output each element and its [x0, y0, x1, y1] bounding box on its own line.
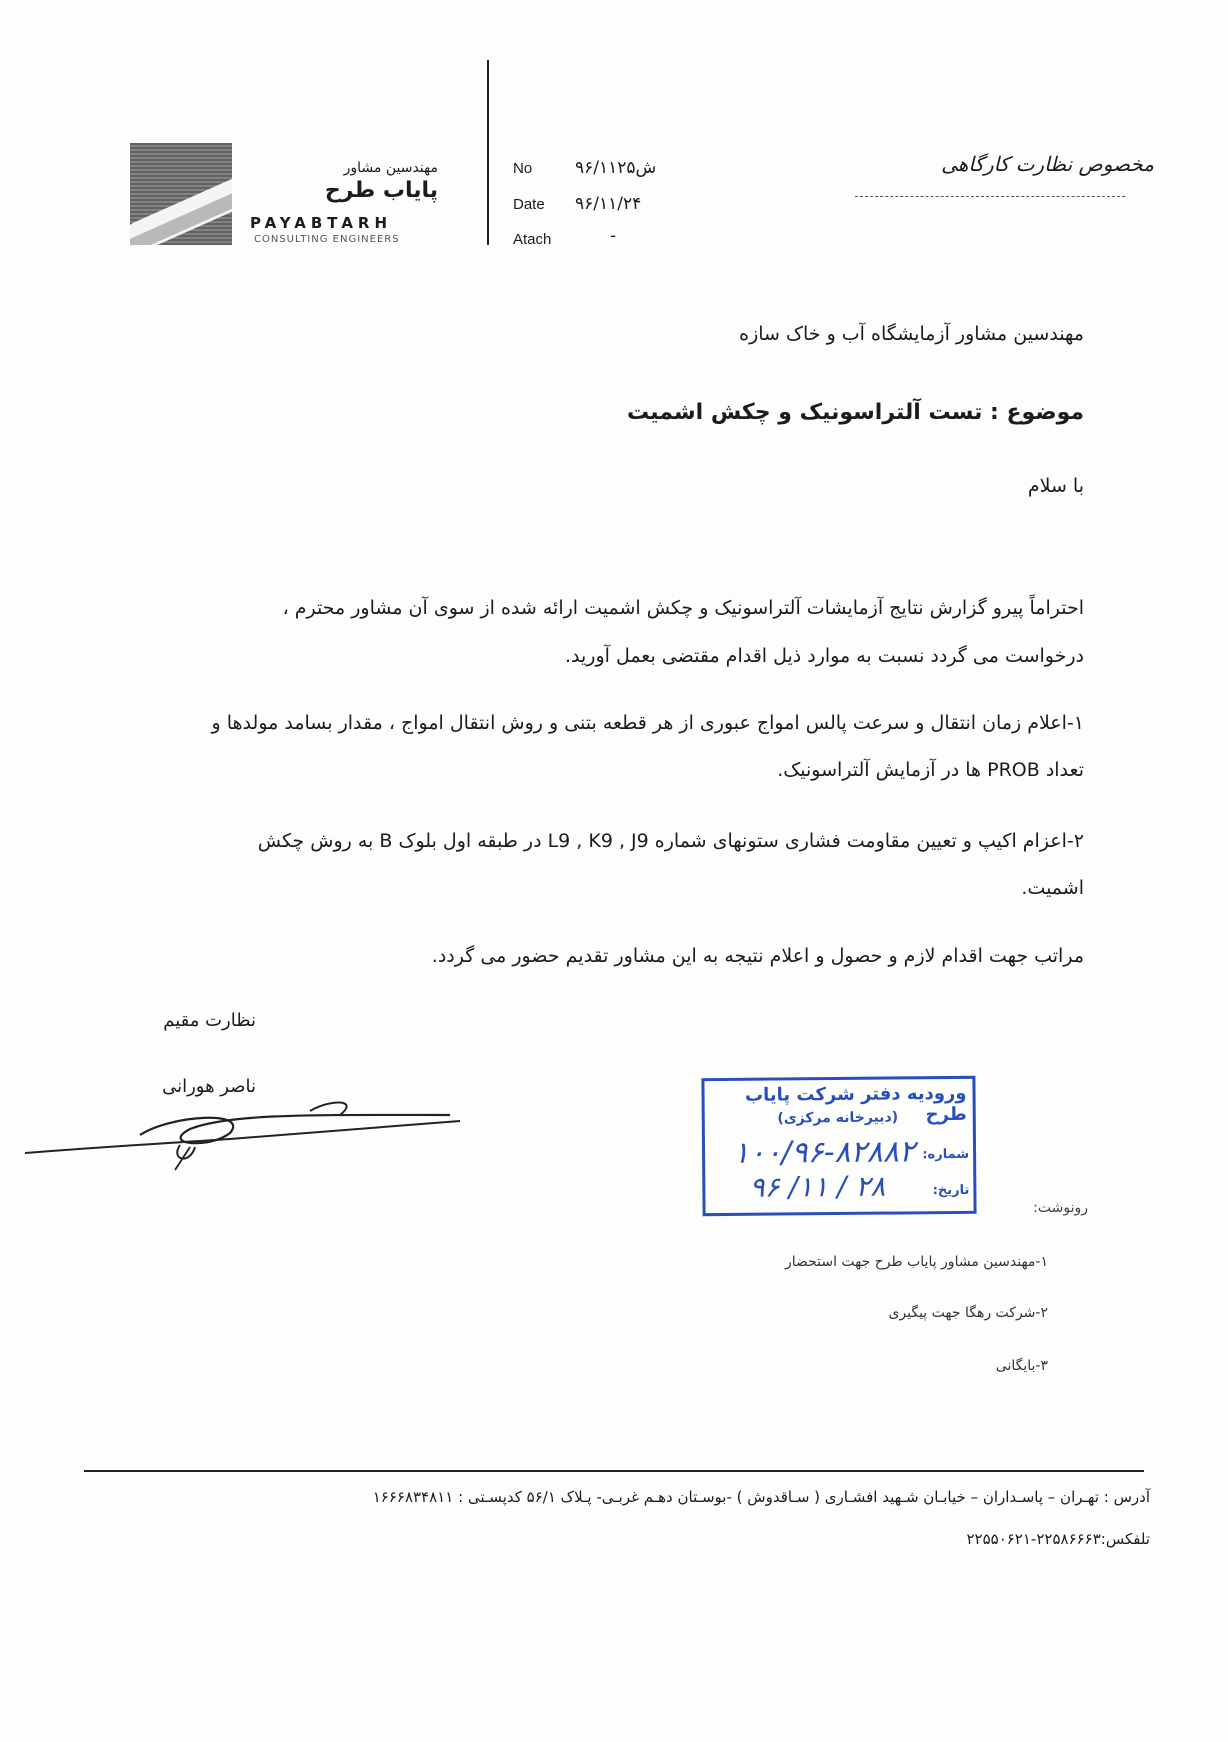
firm-name-fa-small: مهندسین مشاور: [343, 160, 438, 176]
handwritten-signature: [20, 1085, 470, 1185]
recipient: مهندسین مشاور آزمایشگاه آب و خاک سازه: [739, 323, 1084, 345]
greeting: با سلام: [1027, 475, 1084, 497]
date-value: ۹۶/۱۱/۲۴: [575, 194, 642, 214]
cc-item: ۱-مهندسین مشاور پایاب طرح جهت استحضار: [784, 1254, 1048, 1270]
footer-divider: [84, 1470, 1144, 1472]
subject: موضوع : تست آلتراسونیک و چکش اشمیت: [626, 400, 1084, 425]
signer-name: ناصر هورانی: [162, 1076, 256, 1097]
footer-telfax: تلفکس:۲۲۵۸۶۶۶۳-۲۲۵۵۰۶۲۱: [966, 1530, 1150, 1548]
note-underline: [855, 196, 1125, 197]
item-1-line-2: تعداد PROB ها در آزمایش آلتراسونیک.: [777, 759, 1084, 781]
stamp-number-label: شماره:: [922, 1146, 970, 1163]
cc-item: ۳-بایگانی: [995, 1358, 1048, 1374]
item-2-line-1: ۲-اعزام اکیپ و تعیین مقاومت فشاری ستونهای شماره L9 , K9 , J9 در طبقه اول بلوک B به روش چکش: [257, 830, 1084, 852]
attach-value: -: [610, 226, 617, 246]
stamp-subtitle: (دبیرخانه مرکزی): [777, 1109, 899, 1127]
body-line-2: درخواست می گردد نسبت به موارد ذیل اقدام مقتضی بعمل آورید.: [564, 645, 1084, 667]
firm-name-fa: پایاب طرح: [324, 178, 438, 203]
signer-title: نظارت مقیم: [163, 1010, 256, 1031]
stamp-title: ورودیه دفتر شرکت پایاب طرح: [744, 1082, 967, 1126]
no-value: ۹۶/۱۱۲۵ش: [575, 158, 657, 178]
item-1-line-1: ۱-اعلام زمان انتقال و سرعت پالس امواج عبوری از هر قطعه بتنی و روش انتقال امواج ، مقدار بسامد مولدها و: [211, 712, 1084, 734]
item-2-line-2: اشمیت.: [1021, 877, 1084, 899]
receipt-stamp: [701, 1076, 976, 1216]
stamp-date-label: تاریخ:: [932, 1182, 970, 1199]
firm-name-en: PAYABTARH: [250, 214, 393, 232]
cc-label: رونوشت:: [1033, 1200, 1088, 1216]
footer-address: آدرس : تهـران – پاسـداران – خیابـان شـهید افشـاری ( سـاقدوش ) -بوسـتان دهـم غربـی- پـلاک ۵۶/۱ کدپسـتی : ۱۶۶۶۸۳۴۸۱۱: [372, 1488, 1150, 1506]
company-logo: [130, 143, 232, 245]
site-supervision-note: مخصوص نظارت کارگاهی: [941, 152, 1154, 176]
body-line-1: احتراماً پیرو گزارش نتایج آزمایشات آلتراسونیک و چکش اشمیت ارائه شده از سوی آن مشاور محترم ،: [282, 597, 1084, 619]
stamp-number: ۱۰۰/۹۶-۸۲۸۸۲: [732, 1134, 916, 1171]
header-divider: [487, 60, 489, 245]
closing-line: مراتب جهت اقدام لازم و حصول و اعلام نتیجه به این مشاور تقدیم حضور می گردد.: [431, 945, 1084, 967]
firm-subtitle-en: CONSULTING ENGINEERS: [254, 234, 400, 245]
stamp-date: ۹۶ /۱۱ / ۲۸: [749, 1169, 886, 1204]
date-label: Date: [513, 196, 545, 213]
cc-item: ۲-شرکت رهگا جهت پیگیری: [888, 1305, 1048, 1321]
attach-label: Atach: [513, 231, 552, 248]
no-label: No: [513, 160, 533, 177]
